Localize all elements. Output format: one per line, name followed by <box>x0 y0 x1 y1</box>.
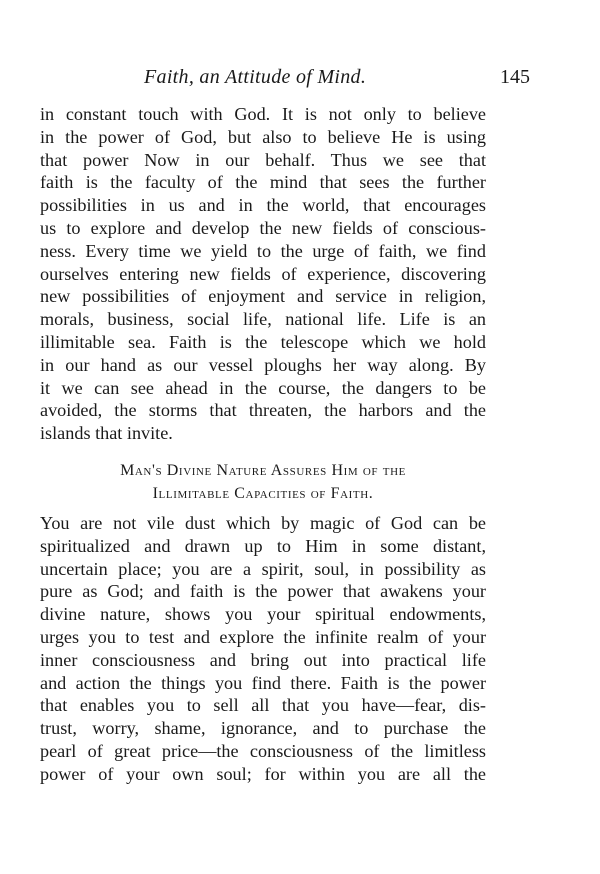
text-line: it we can see ahead in the course, the dangers to be <box>40 377 486 398</box>
paragraph-2 <box>40 512 486 786</box>
text-line: in our hand as our vessel ploughs her way along. By <box>40 354 486 375</box>
running-header <box>40 66 560 94</box>
section-heading-line: Man's Divine Nature Assures Him of the <box>120 462 406 479</box>
text-line: that enables you to sell all that you have—fear, dis- <box>40 695 486 716</box>
text-line: and action the things you find there. Faith is the power <box>40 672 486 693</box>
text-line: pearl of great price—the consciousness of the limitless <box>40 740 486 761</box>
running-title: Faith, an Attitude of Mind. <box>144 66 367 88</box>
text-line: uncertain place; you are a spirit, soul, in possibility as <box>40 558 486 579</box>
text-line: ourselves entering new fields of experience, discovering <box>40 263 486 284</box>
text-line: in the power of God, but also to believe He is using <box>40 126 486 147</box>
text-line: that power Now in our behalf. Thus we see that <box>40 149 486 170</box>
text-line: spiritualized and drawn up to Him in some distant, <box>40 535 486 556</box>
text-line: new possibilities of enjoyment and service in religion, <box>40 286 486 307</box>
text-line: faith is the faculty of the mind that sees the further <box>40 172 486 193</box>
text-line: trust, worry, shame, ignorance, and to purchase the <box>40 718 486 739</box>
text-line: ness. Every time we yield to the urge of faith, we find <box>40 240 486 261</box>
text-line: morals, business, social life, national life. Life is an <box>40 309 486 330</box>
text-line: inner consciousness and bring out into practical life <box>40 649 486 670</box>
text-line: avoided, the storms that threaten, the harbors and the <box>40 400 486 421</box>
text-line: us to explore and develop the new fields of conscious- <box>40 217 486 238</box>
text-line: You are not vile dust which by magic of God can be <box>40 513 486 533</box>
page-number: 145 <box>500 66 530 88</box>
text-line: urges you to test and explore the infinite realm of your <box>40 626 486 647</box>
paragraph-1 <box>40 103 486 445</box>
text-line: possibilities in us and in the world, that encourages <box>40 195 486 216</box>
section-heading-line: Illimitable Capacities of Faith. <box>152 485 374 502</box>
text-line: islands that invite. <box>40 423 173 444</box>
text-line: pure as God; and faith is the power that awakens your <box>40 581 486 602</box>
text-line: illimitable sea. Faith is the telescope which we hold <box>40 331 486 352</box>
text-line: in constant touch with God. It is not only to believe <box>40 104 486 124</box>
text-line: divine nature, shows you your spiritual endowments, <box>40 604 486 625</box>
text-line: power of your own soul; for within you are all the <box>40 763 486 784</box>
section-heading <box>40 459 486 505</box>
